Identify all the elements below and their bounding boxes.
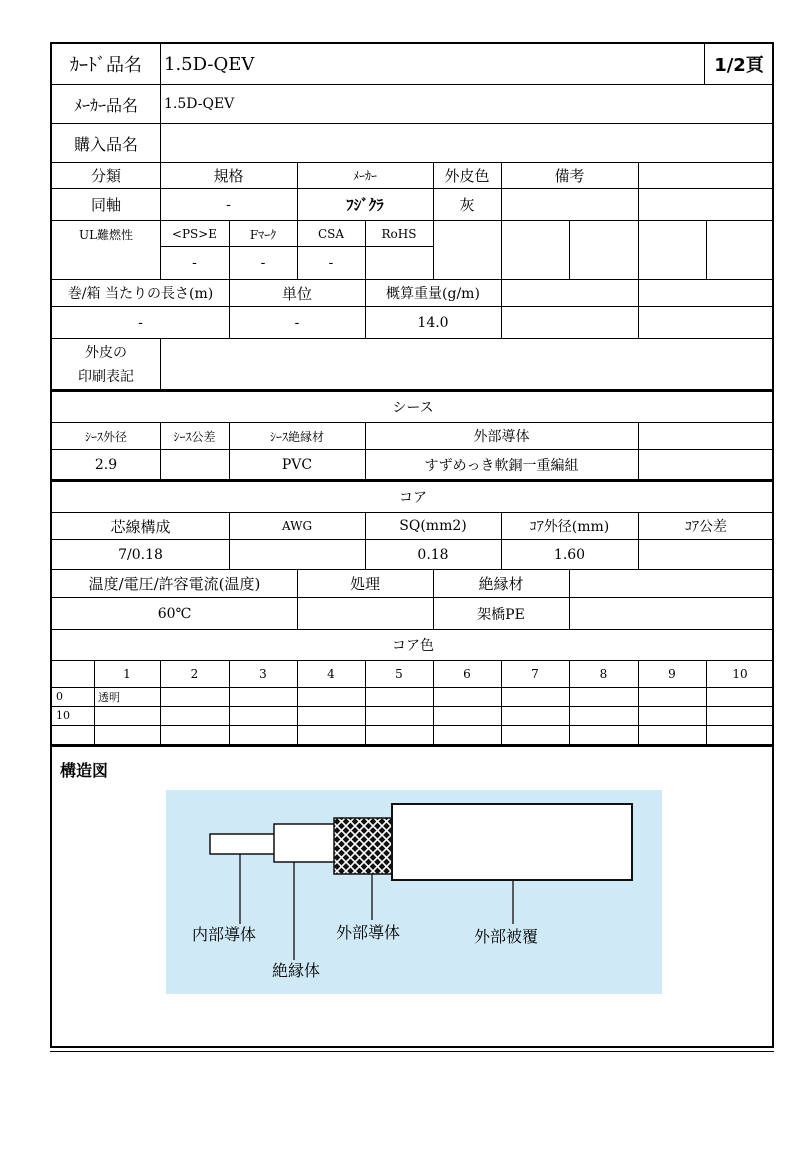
core-color-cell bbox=[297, 725, 365, 744]
std-header-csa: CSA bbox=[317, 227, 345, 241]
structure-title: 構造図 bbox=[60, 760, 109, 780]
core-color-cell bbox=[229, 725, 297, 744]
std-value-fmark: - bbox=[260, 255, 266, 271]
class-value-maker: ﾌｼﾞｸﾗ bbox=[346, 196, 384, 214]
core-color-col-header: 9 bbox=[668, 667, 676, 681]
card-name-label: ｶｰﾄﾞ品名 bbox=[70, 55, 142, 76]
std-header-10 bbox=[706, 221, 774, 247]
core-color-cell bbox=[365, 706, 433, 725]
sheath-value-tol bbox=[160, 450, 229, 479]
core-header-sq: SQ(mm2) bbox=[399, 518, 467, 534]
core-color-cell bbox=[94, 706, 160, 725]
core-color-cell bbox=[160, 725, 229, 744]
class-header-standard: 規格 bbox=[213, 167, 244, 185]
label-inner-conductor: 内部導体 bbox=[192, 925, 257, 944]
sheath-header-tol: ｼｰｽ公差 bbox=[173, 429, 216, 444]
core-color-cell bbox=[297, 706, 365, 725]
core-color-cell bbox=[501, 706, 569, 725]
core-color-cell bbox=[638, 706, 706, 725]
core-header-strand: 芯線構成 bbox=[110, 517, 171, 536]
class-header-category: 分類 bbox=[90, 167, 121, 185]
pack-value-4 bbox=[501, 307, 638, 338]
sheath-header-od: ｼｰｽ外径 bbox=[84, 429, 127, 444]
class-value-standard: - bbox=[226, 196, 231, 213]
print-marking-value bbox=[160, 339, 774, 389]
core-color-col-header: 3 bbox=[259, 667, 267, 681]
pack-value-5 bbox=[638, 307, 774, 338]
label-outer-conductor: 外部導体 bbox=[336, 923, 401, 942]
core-color-col-header: 1 bbox=[123, 667, 131, 681]
std-header-6 bbox=[433, 221, 501, 247]
core-color-cell bbox=[433, 706, 501, 725]
core-color-cell bbox=[638, 725, 706, 744]
core-color-col-header: 8 bbox=[599, 667, 608, 681]
pack-value-weight: 14.0 bbox=[417, 314, 449, 331]
sheath-value-outer-conductor: すずめっき軟銅一重編組 bbox=[424, 457, 579, 474]
purchase-name-label: 購入品名 bbox=[73, 134, 138, 154]
card-name-value: 1.5D-QEV bbox=[164, 53, 255, 75]
core-color-cell: 10 bbox=[56, 709, 70, 722]
label-outer-jacket: 外部被覆 bbox=[474, 927, 539, 946]
inner-conductor-shape bbox=[210, 834, 276, 854]
core-color-cell bbox=[501, 687, 569, 706]
core-header-extra bbox=[569, 570, 774, 597]
class-header-jacket-color: 外皮色 bbox=[444, 167, 490, 185]
core-color-cell bbox=[569, 725, 638, 744]
class-header-maker: ﾒｰｶｰ bbox=[352, 169, 377, 183]
std-value-6 bbox=[433, 247, 501, 279]
core-color-cell: 0 bbox=[56, 690, 63, 703]
std-value-csa: - bbox=[328, 255, 334, 271]
std-header-rohs: RoHS bbox=[381, 227, 417, 241]
core-color-cell bbox=[229, 706, 297, 725]
std-header-pse: <PS>E bbox=[171, 227, 218, 241]
core-color-cell bbox=[706, 725, 774, 744]
outer-jacket-shape bbox=[392, 804, 632, 880]
core-color-cell bbox=[569, 706, 638, 725]
class-value-remarks bbox=[501, 189, 638, 220]
core-header-tol: ｺｱ公差 bbox=[685, 519, 727, 535]
core-color-col-header: 2 bbox=[190, 667, 199, 681]
sheath-title: シース bbox=[392, 400, 434, 416]
class-value-jacket-color: 灰 bbox=[459, 196, 475, 214]
page-indicator: 1/2頁 bbox=[714, 55, 764, 76]
core-header-od: ｺｱ外径(mm) bbox=[529, 519, 610, 535]
core-value-temp: 60℃ bbox=[157, 605, 192, 622]
core-color-cell bbox=[433, 687, 501, 706]
core-color-cell: 透明 bbox=[98, 690, 120, 704]
core-color-col-header bbox=[52, 661, 94, 687]
pack-header-5 bbox=[638, 280, 774, 306]
std-header-fmark: Fﾏｰｸ bbox=[249, 227, 277, 242]
std-value-10 bbox=[706, 247, 774, 279]
pack-header-weight: 概算重量(g/m) bbox=[386, 286, 480, 302]
core-value-tol bbox=[638, 540, 774, 569]
core-color-col-header: 4 bbox=[327, 667, 335, 681]
core-value-extra bbox=[569, 598, 774, 629]
coax-cable-diagram bbox=[166, 790, 662, 994]
spec-sheet bbox=[50, 42, 774, 1048]
class-header-extra bbox=[638, 163, 774, 188]
std-value-7 bbox=[501, 247, 569, 279]
core-color-cell bbox=[365, 725, 433, 744]
pack-value-length: - bbox=[138, 314, 143, 331]
sheath-header-outer-conductor: 外部導体 bbox=[473, 429, 530, 445]
core-value-insulation: 架橋PE bbox=[477, 606, 525, 623]
core-color-cell bbox=[706, 687, 774, 706]
core-color-cell bbox=[501, 725, 569, 744]
std-value-9 bbox=[638, 247, 706, 279]
core-color-cell bbox=[94, 725, 160, 744]
core-header-insulation: 絶縁材 bbox=[478, 575, 524, 593]
sheath-header-material: ｼｰｽ絶縁材 bbox=[269, 429, 324, 444]
std-value-8 bbox=[569, 247, 638, 279]
std-value-rohs bbox=[365, 247, 433, 279]
class-header-remarks: 備考 bbox=[554, 167, 585, 185]
core-color-cell bbox=[52, 725, 94, 744]
core-value-treatment bbox=[297, 598, 433, 629]
sheath-value-od: 2.9 bbox=[94, 456, 118, 473]
core-color-cell bbox=[229, 687, 297, 706]
std-header-8 bbox=[569, 221, 638, 247]
maker-name-value: 1.5D-QEV bbox=[164, 96, 235, 112]
core-color-cell bbox=[160, 706, 229, 725]
class-value-category: 同軸 bbox=[90, 196, 121, 214]
pack-header-4 bbox=[501, 280, 638, 306]
purchase-name-value bbox=[160, 124, 774, 162]
outer-conductor-shape bbox=[334, 818, 394, 874]
core-header-treatment: 処理 bbox=[349, 575, 380, 593]
core-color-cell bbox=[365, 687, 433, 706]
core-header-temp: 温度/電圧/許容電流(温度) bbox=[88, 575, 261, 593]
core-color-cell bbox=[569, 687, 638, 706]
class-value-extra bbox=[638, 189, 774, 220]
core-color-cell bbox=[638, 687, 706, 706]
core-value-awg bbox=[229, 540, 365, 569]
core-value-strand: 7/0.18 bbox=[118, 546, 163, 563]
core-color-cell bbox=[433, 725, 501, 744]
core-value-sq: 0.18 bbox=[417, 546, 449, 563]
pack-value-unit: - bbox=[294, 314, 300, 331]
std-value-pse: - bbox=[192, 255, 197, 271]
core-color-cell bbox=[297, 687, 365, 706]
core-color-col-header: 10 bbox=[732, 667, 748, 681]
core-header-awg: AWG bbox=[281, 519, 313, 533]
insulator-shape bbox=[274, 824, 336, 862]
print-label-line2: 印刷表記 bbox=[78, 369, 134, 385]
print-label-line1: 外皮の bbox=[85, 345, 127, 361]
std-header-9 bbox=[638, 221, 706, 247]
label-insulator: 絶縁体 bbox=[272, 961, 321, 980]
core-value-od: 1.60 bbox=[553, 546, 586, 563]
std-header-ul: UL難燃性 bbox=[78, 227, 134, 242]
pack-header-unit: 単位 bbox=[281, 284, 312, 303]
core-color-cell bbox=[160, 687, 229, 706]
std-value-ul bbox=[52, 247, 160, 279]
core-color-col-header: 5 bbox=[395, 667, 403, 681]
core-color-cell bbox=[706, 706, 774, 725]
pack-header-length: 巻/箱 当たりの長さ(m) bbox=[67, 286, 214, 302]
core-color-title: コア色 bbox=[392, 638, 434, 654]
core-color-col-header: 7 bbox=[531, 667, 539, 681]
sheath-value-material: PVC bbox=[281, 456, 313, 473]
core-color-col-header: 6 bbox=[463, 667, 471, 681]
core-title: コア bbox=[399, 490, 427, 506]
sheath-header-5 bbox=[638, 423, 774, 449]
maker-name-label: ﾒｰｶｰ品名 bbox=[73, 95, 138, 115]
std-header-7 bbox=[501, 221, 569, 247]
sheath-value-5 bbox=[638, 450, 774, 479]
